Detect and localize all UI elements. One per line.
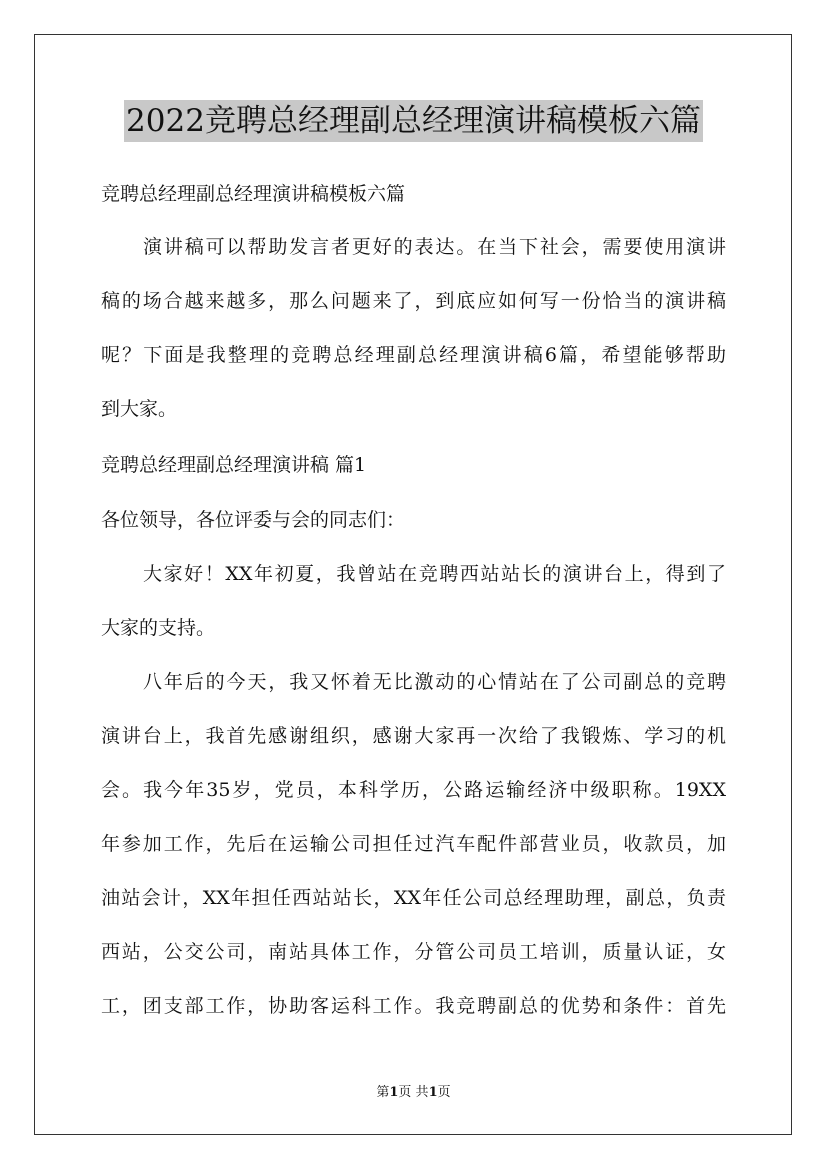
para2-line-5: 油站会计，XX年担任西站站长，XX年任公司总经理助理，副总，负责	[101, 887, 726, 909]
para1-line-2: 大家的支持。	[101, 617, 216, 639]
footer-total-pages: 1	[428, 1085, 438, 1100]
intro-line-1: 演讲稿可以帮助发言者更好的表达。在当下社会，需要使用演讲	[143, 236, 726, 258]
footer-prefix: 第	[376, 1085, 390, 1100]
para2-line-1: 八年后的今天，我又怀着无比激动的心情站在了公司副总的竞聘	[143, 671, 726, 693]
para2-line-4: 年参加工作，先后在运输公司担任过汽车配件部营业员，收款员，加	[101, 833, 726, 855]
page-footer	[0, 1084, 827, 1102]
para2-line-2: 演讲台上，我首先感谢组织，感谢大家再一次给了我锻炼、学习的机	[101, 725, 726, 747]
para1-line-1: 大家好！XX年初夏，我曾站在竞聘西站站长的演讲台上，得到了	[143, 563, 726, 585]
section-heading: 竞聘总经理副总经理演讲稿 篇1	[101, 454, 367, 476]
para2-line-3: 会。我今年35岁，党员，本科学历，公路运输经济中级职称。19XX	[101, 779, 726, 801]
intro-line-2: 稿的场合越来越多，那么问题来了，到底应如何写一份恰当的演讲稿	[101, 290, 726, 312]
footer-suffix: 页	[437, 1085, 451, 1100]
document-title-text: 2022竞聘总经理副总经理演讲稿模板六篇	[124, 100, 703, 142]
footer-page-number: 1	[389, 1085, 399, 1100]
salutation: 各位领导，各位评委与会的同志们：	[101, 509, 406, 531]
intro-line-3: 呢？下面是我整理的竞聘总经理副总经理演讲稿6篇，希望能够帮助	[101, 344, 726, 366]
document-title	[0, 100, 827, 142]
para2-line-7: 工，团支部工作，协助客运科工作。我竞聘副总的优势和条件：首先	[101, 995, 726, 1017]
footer-mid: 页 共	[398, 1085, 429, 1100]
subtitle: 竞聘总经理副总经理演讲稿模板六篇	[101, 183, 406, 205]
para2-line-6: 西站，公交公司，南站具体工作，分管公司员工培训，质量认证，女	[101, 941, 726, 963]
intro-line-4: 到大家。	[101, 398, 178, 420]
